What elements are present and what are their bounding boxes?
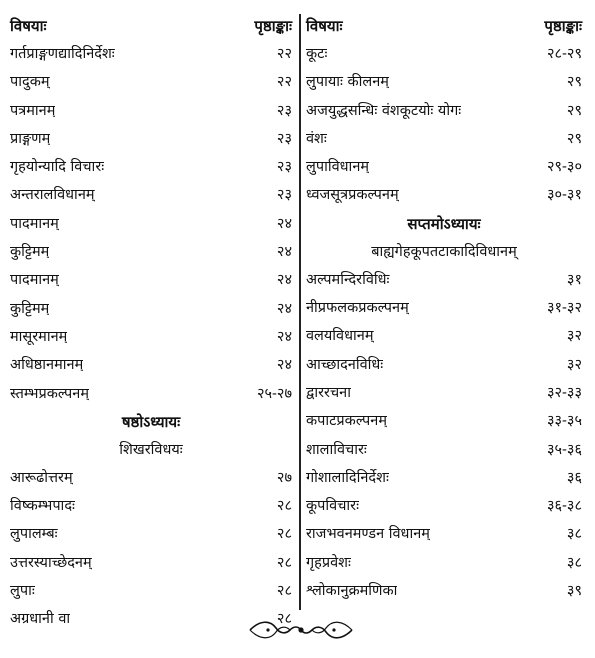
entry-page-number: २९-३०: [546, 159, 582, 176]
entry-page-number: २३: [276, 130, 292, 147]
entry-title: पत्रमानम्: [10, 102, 56, 119]
column-header: [10, 12, 292, 40]
toc-entry: [10, 577, 292, 605]
entry-title: वंशः: [306, 130, 327, 147]
entry-title: लुपाः: [10, 583, 35, 600]
entry-title: अन्तरालविधानम्: [10, 187, 95, 204]
toc-entry: [10, 492, 292, 520]
entry-page-number: २२: [276, 74, 292, 91]
entry-title: मासूरमानम्: [10, 328, 68, 345]
entry-page-number: ३१-३२: [546, 300, 582, 317]
toc-entry: [306, 407, 582, 435]
entry-title: अजयुद्धसन्धिः वंशकूटयोः योगः: [306, 102, 462, 119]
toc-entry: [306, 97, 582, 125]
toc-entry: [306, 464, 582, 492]
toc-entry: [10, 97, 292, 125]
entry-title: द्वाररचना: [306, 384, 351, 401]
entry-page-number: ३३-३५: [546, 413, 582, 430]
entry-page-number: ३२: [566, 356, 582, 373]
toc-entry: [10, 153, 292, 181]
toc-entry: [306, 125, 582, 153]
toc-entry: [10, 520, 292, 548]
entry-title: गृहयोन्यादि विचारः: [10, 159, 105, 176]
entry-page-number: २८: [276, 498, 292, 515]
entry-page-number: ३१: [566, 271, 582, 288]
entry-title: प्राङ्गणम्: [10, 130, 51, 147]
toc-entry: [306, 40, 582, 68]
entry-page-number: २३: [276, 159, 292, 176]
entry-page-number: ३८: [566, 526, 582, 543]
entry-page-number: २४: [276, 300, 292, 317]
entry-title: कूटः: [306, 46, 328, 62]
toc-entry: [306, 549, 582, 577]
entry-title: लुपायाः कीलनम्: [306, 74, 389, 91]
entry-title: अधिष्ठानमानम्: [10, 357, 84, 374]
entry-page-number: ३०-३१: [546, 187, 582, 204]
entry-title: अग्रधानी वा: [10, 611, 71, 628]
entry-page-number: ३८: [566, 554, 582, 571]
entry-page-number: ३९: [566, 583, 582, 600]
entry-title: पादमानम्: [10, 215, 59, 232]
toc-entry: [10, 549, 292, 577]
toc-entry: [10, 380, 292, 408]
toc-entry: [306, 492, 582, 520]
toc-entry: [10, 125, 292, 153]
entry-page-number: २९: [566, 130, 582, 147]
column-header: [306, 12, 582, 40]
column-divider: [299, 14, 301, 610]
entry-page-number: २२: [276, 46, 292, 62]
entry-title: नीप्रफलकप्रकल्पनम्: [306, 300, 409, 317]
entry-title: शालाविचारः: [306, 441, 367, 458]
chapter-subheading: बाह्यगेहकूपतटाकादिविधानम्: [371, 243, 517, 260]
entry-title: कपाटप्रकल्पनम्: [306, 413, 387, 430]
entry-page-number: ३६-३८: [546, 498, 582, 515]
toc-entry: [10, 40, 292, 68]
toc-entry: [10, 238, 292, 266]
entry-title: श्लोकानुक्रमणिका: [306, 583, 398, 600]
entry-page-number: २८: [276, 583, 292, 600]
entry-page-number: २८-२९: [546, 46, 582, 62]
entry-title: ध्वजसूत्रप्रकल्पनम्: [306, 187, 399, 204]
toc-entry: [10, 464, 292, 492]
toc-entry: [10, 68, 292, 96]
toc-entry: [10, 323, 292, 351]
toc-entry: [10, 181, 292, 209]
ornament-icon: [246, 618, 356, 642]
toc-right-column: [306, 12, 582, 605]
entry-page-number: २५-२७: [256, 385, 292, 402]
toc-entry: [10, 351, 292, 379]
toc-entry: [306, 153, 582, 181]
entry-title: पादमानम्: [10, 272, 59, 289]
page-heading: पृष्ठाङ्काः: [544, 17, 582, 35]
toc-entry: [306, 266, 582, 294]
entry-title: विष्कम्भपादः: [10, 498, 75, 515]
entry-title: पादुकम्: [10, 74, 50, 91]
entry-title: राजभवनमण्डन विधानम्: [306, 526, 430, 543]
entry-title: अल्पमन्दिरविधिः: [306, 271, 390, 288]
toc-entry: [306, 68, 582, 96]
page-heading: पृष्ठाङ्काः: [254, 17, 292, 35]
entry-title: गोशालादिनिर्देशः: [306, 469, 389, 486]
toc-entry: [306, 181, 582, 209]
entry-title: कूपविचारः: [306, 498, 360, 515]
toc-entry: [306, 322, 582, 350]
entry-page-number: २४: [276, 272, 292, 289]
entry-title: गृहप्रवेशः: [306, 554, 351, 571]
chapter-subheading: शिखरविधयः: [119, 441, 183, 458]
entry-title: आरूढोत्तरम्: [10, 469, 73, 486]
entry-page-number: २३: [276, 187, 292, 204]
entry-page-number: २८: [276, 526, 292, 543]
entry-page-number: २८: [276, 554, 292, 571]
entry-title: कुट्टिमम्: [10, 244, 50, 261]
entry-page-number: २९: [566, 74, 582, 91]
entry-title: आच्छादनविधिः: [306, 356, 384, 373]
toc-list: [306, 40, 582, 210]
entry-page-number: २८: [276, 611, 292, 628]
entry-page-number: २४: [276, 357, 292, 374]
toc-list: [10, 464, 292, 634]
entry-title: उत्तरस्याच्छेदनम्: [10, 554, 92, 571]
entry-page-number: २४: [276, 244, 292, 261]
toc-entry: [10, 210, 292, 238]
toc-entry: [306, 379, 582, 407]
toc-list: [10, 40, 292, 408]
chapter-heading: सप्तमोऽध्यायः: [407, 214, 481, 233]
subject-heading: विषयाः: [306, 17, 343, 35]
entry-title: लुपालम्बः: [10, 526, 58, 543]
toc-entry: [306, 351, 582, 379]
toc-entry: [10, 266, 292, 294]
entry-title: कुट्टिमम्: [10, 300, 50, 317]
toc-entry: [306, 436, 582, 464]
entry-page-number: २४: [276, 215, 292, 232]
entry-page-number: ३५-३६: [546, 441, 582, 458]
toc-entry: [10, 295, 292, 323]
entry-title: लुपाविधानम्: [306, 159, 370, 176]
chapter-heading: षष्ठोऽध्यायः: [121, 412, 181, 431]
subject-heading: विषयाः: [10, 17, 47, 35]
entry-page-number: ३६: [566, 469, 582, 486]
entry-title: गर्तप्राङ्गणद्यादिनिर्देशः: [10, 46, 115, 62]
entry-page-number: २७: [276, 469, 292, 486]
toc-entry: [306, 294, 582, 322]
entry-title: वलयविधानम्: [306, 328, 374, 345]
entry-title: स्तम्भप्रकल्पनम्: [10, 385, 90, 402]
entry-page-number: २९: [566, 102, 582, 119]
toc-entry: [306, 577, 582, 605]
toc-list: [306, 266, 582, 606]
entry-page-number: ३२: [566, 328, 582, 345]
entry-page-number: ३२-३३: [546, 384, 582, 401]
toc-entry: [306, 520, 582, 548]
toc-left-column: [10, 12, 292, 634]
entry-page-number: २४: [276, 328, 292, 345]
entry-page-number: २३: [276, 102, 292, 119]
